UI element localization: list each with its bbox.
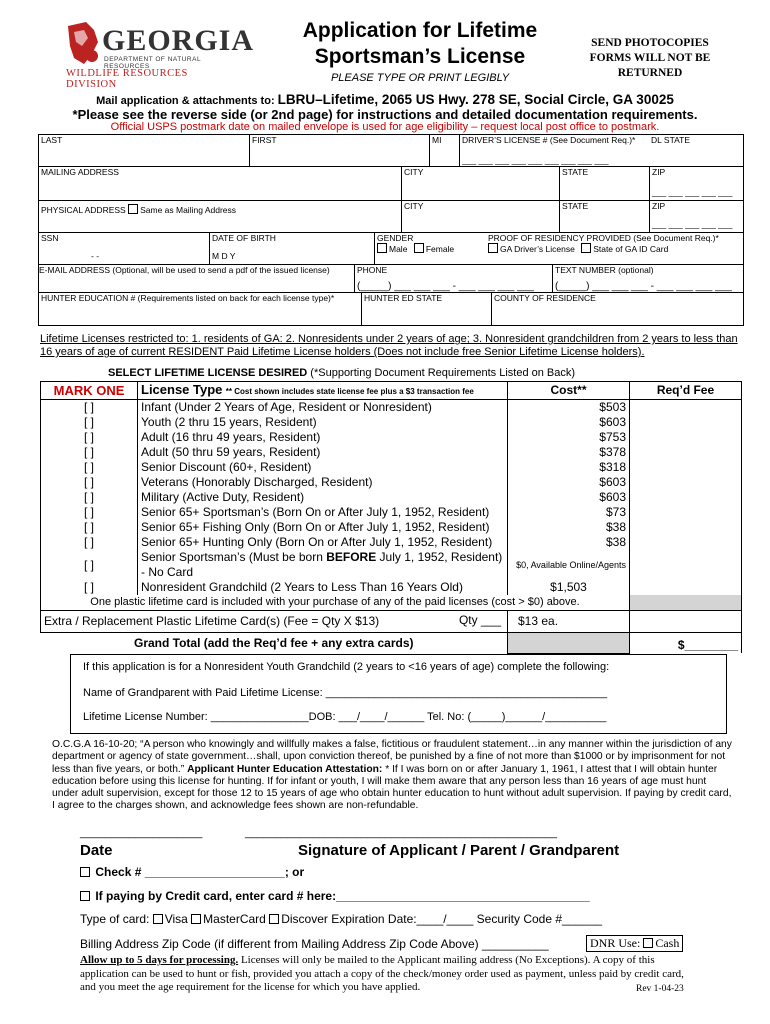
photocopy-line2: FORMS WILL NOT BE [589, 52, 711, 64]
gender-field: GENDER Male Female [374, 232, 486, 264]
license-row[interactable]: [ ] Infant (Under 2 Years of Age, Resident or Nonresident) $503 [41, 400, 742, 416]
form-title [290, 18, 550, 70]
license-select-bracket[interactable]: [ ] [41, 550, 138, 580]
postmark-note: Official USPS postmark date on mailed envelope is used for age eligibility – request local post office to postmark. [110, 121, 660, 133]
license-row[interactable]: [ ] Youth (2 thru 15 years, Resident) $603 [41, 415, 742, 430]
extra-card-cost: $13 ea. [508, 611, 630, 633]
cash-checkbox[interactable] [643, 938, 653, 948]
extra-qty-input[interactable]: Qty ___ [458, 613, 501, 627]
physical-city-field[interactable]: CITY [401, 200, 559, 232]
mail-to-line [0, 92, 770, 107]
male-checkbox[interactable] [377, 243, 387, 253]
check-checkbox[interactable] [80, 867, 90, 877]
mark-one-header: MARK ONE [41, 382, 138, 400]
license-select-bracket[interactable]: [ ] [41, 490, 138, 505]
license-select-bracket[interactable]: [ ] [41, 475, 138, 490]
processing-note: Allow up to 5 days for processing. Licenses will only be mailed to the Applicant mailing address (No Exceptions). A copy of this application can be used to hunt or fish, provided you attach a copy of the check/money order used as payment, unless paid by credit card, and you meet the age requirement for the license for which you have applied. [80, 954, 684, 993]
license-select-bracket[interactable]: [ ] [41, 535, 138, 550]
visa-checkbox[interactable] [153, 914, 163, 924]
license-select-bracket[interactable]: [ ] [41, 430, 138, 445]
print-legibly-note: PLEASE TYPE OR PRINT LEGIBLY [330, 72, 510, 84]
license-select-bracket[interactable]: [ ] [41, 580, 138, 595]
grandchild-intro: If this application is for a Nonresident Youth Grandchild (2 years to <16 years of age) complete the following: [83, 661, 610, 673]
photocopy-note [555, 36, 745, 81]
logo-georgia-text: GEORGIA [102, 24, 255, 57]
mail-label: Mail application & attachments to: [96, 95, 275, 107]
ga-id-card-checkbox[interactable] [581, 243, 591, 253]
reqd-fee-input[interactable] [630, 505, 742, 520]
check-number-line[interactable]: Check # _____________________; or [80, 865, 304, 879]
reqd-fee-input[interactable] [630, 400, 742, 416]
last-name-field[interactable]: LAST [41, 135, 63, 145]
georgia-dnr-logo [62, 18, 255, 90]
ga-drivers-license-checkbox[interactable] [488, 243, 498, 253]
physical-zip-blanks: ___ ___ ___ ___ ___ [652, 219, 733, 229]
card-type-line: Type of card: Visa MasterCard Discover Expiration Date:____/____ Security Code #______ [80, 912, 603, 926]
reqd-fee-input[interactable] [630, 430, 742, 445]
same-as-mailing-checkbox[interactable] [128, 204, 138, 214]
physical-zip-field[interactable]: ZIP ___ ___ ___ ___ ___ [649, 200, 743, 232]
license-select-bracket[interactable]: [ ] [41, 520, 138, 535]
email-field[interactable]: E-MAIL ADDRESS (Optional, will be used to send a pdf of the issued license) [39, 265, 330, 275]
physical-address-field[interactable]: PHYSICAL ADDRESS Same as Mailing Address [41, 205, 237, 215]
license-select-bracket[interactable]: [ ] [41, 415, 138, 430]
first-name-field[interactable]: FIRST [249, 134, 429, 166]
grandchild-section [70, 654, 727, 734]
license-select-bracket[interactable]: [ ] [41, 460, 138, 475]
license-row[interactable]: [ ] Senior 65+ Fishing Only (Born On or After July 1, 1952, Resident) $38 [41, 520, 742, 535]
reqd-fee-input[interactable] [630, 415, 742, 430]
photocopy-line1: SEND PHOTOCOPIES [591, 37, 709, 49]
license-row[interactable]: [ ] Adult (16 thru 49 years, Resident) $753 [41, 430, 742, 445]
logo-dnr-text: DEPARTMENT OF NATURAL RESOURCES [104, 56, 201, 70]
drivers-license-field[interactable]: DRIVER’S LICENSE # (See Document Req.)* ___ ___ ___ ___ ___ ___ ___ ___ ___ [459, 134, 649, 166]
applicant-signature-line[interactable]: ___________________________________________________ [245, 827, 558, 839]
date-signature-line[interactable]: ____________________ [80, 827, 203, 839]
license-table [40, 381, 742, 654]
reqd-fee-input[interactable] [630, 535, 742, 550]
mail-address: LBRU–Lifetime, 2065 US Hwy. 278 SE, Social Circle, GA 30025 [277, 92, 674, 107]
expiration-security-fields[interactable]: Expiration Date:____/____ Security Code #______ [327, 912, 603, 926]
mastercard-checkbox[interactable] [191, 914, 201, 924]
extra-card-row: Extra / Replacement Plastic Lifetime Card(s) (Fee = Qty X $13) Qty ___ [41, 611, 508, 633]
license-select-bracket[interactable]: [ ] [41, 505, 138, 520]
license-select-bracket[interactable]: [ ] [41, 445, 138, 460]
title-line1: Application for Lifetime [302, 19, 538, 42]
license-row[interactable]: [ ] Senior Discount (60+, Resident) $318 [41, 460, 742, 475]
license-row[interactable]: [ ] Veterans (Honorably Discharged, Resident) $603 [41, 475, 742, 490]
residency-proof-field: PROOF OF RESIDENCY PROVIDED (See Document Req.)* GA Driver’s License State of GA ID Card [488, 233, 719, 254]
dnr-use-box: DNR Use: Cash [586, 935, 683, 952]
ssn-field[interactable]: SSN - - [41, 233, 100, 261]
license-row[interactable]: [ ] Senior Sportsman’s (Must be born BEFORE July 1, 1952, Resident) - No Card $0, Available Online/Agents [41, 550, 742, 580]
applicant-info-grid [38, 134, 744, 326]
mailing-state-field[interactable]: STATE [559, 166, 649, 200]
license-row[interactable]: [ ] Senior 65+ Sportsman’s (Born On or After July 1, 1952, Resident) $73 [41, 505, 742, 520]
discover-checkbox[interactable] [269, 914, 279, 924]
reqd-fee-input[interactable] [630, 520, 742, 535]
credit-card-checkbox[interactable] [80, 891, 90, 901]
mailing-address-field[interactable]: MAILING ADDRESS [41, 167, 119, 177]
license-row[interactable]: [ ] Military (Active Duty, Resident) $603 [41, 490, 742, 505]
mailing-zip-field[interactable]: ZIP ___ ___ ___ ___ ___ [649, 166, 743, 200]
plastic-card-note: One plastic lifetime card is included with your purchase of any of the paid licenses (cost > $0) above. [41, 595, 630, 611]
peach-state-icon [64, 20, 104, 68]
title-line2: Sportsman’s License [314, 45, 526, 68]
reqd-fee-input[interactable] [630, 460, 742, 475]
grand-total-label: Grand Total (add the Req’d fee + any extra cards) [133, 635, 414, 650]
reqd-fee-input[interactable] [630, 475, 742, 490]
reqd-fee-input[interactable] [630, 490, 742, 505]
reverse-side-note: *Please see the reverse side (or 2nd page) for instructions and detailed documentation requirements. [72, 107, 698, 122]
date-of-birth-field[interactable]: DATE OF BIRTH M D Y [209, 232, 374, 264]
mailing-zip-blanks: ___ ___ ___ ___ ___ [652, 187, 733, 197]
license-row[interactable]: [ ] Adult (50 thru 59 years, Resident) $378 [41, 445, 742, 460]
billing-zip-line[interactable]: Billing Address Zip Code (if different from Mailing Address Zip Code Above) __________ [80, 937, 549, 951]
license-select-bracket[interactable]: [ ] [41, 400, 138, 416]
revision-date: Rev 1-04-23 [636, 984, 684, 994]
logo-division-text: WILDLIFE RESOURCES DIVISION [66, 68, 188, 90]
license-row[interactable]: [ ] Nonresident Grandchild (2 Years to Less Than 16 Years Old) $1,503 [41, 580, 742, 595]
extra-card-fee-input[interactable] [630, 611, 742, 633]
phone-field[interactable]: PHONE (_____) ___ ___ ___ - ___ ___ ___ ___ [354, 264, 552, 292]
mi-field[interactable]: MI [429, 134, 459, 166]
physical-state-field[interactable]: STATE [559, 200, 649, 232]
signature-label: Signature of Applicant / Parent / Grandparent [298, 842, 620, 859]
grandparent-name-line[interactable]: Name of Grandparent with Paid Lifetime License: ______________________________________________ [83, 687, 608, 699]
grand-total-input[interactable]: $________ [630, 633, 742, 654]
license-type-header: License Type ** Cost shown includes state license fee plus a $3 transaction fee [138, 382, 508, 400]
dl-blanks: ___ ___ ___ ___ ___ ___ ___ ___ ___ [462, 155, 609, 165]
dl-state-field[interactable]: DL STATE [651, 135, 691, 145]
select-license-heading: SELECT LIFETIME LICENSE DESIRED (*Supporting Document Requirements Listed on Back) [108, 367, 576, 379]
credit-card-line[interactable]: If paying by Credit card, enter card # here:______________________________________ [80, 889, 590, 903]
reqd-fee-input[interactable] [630, 445, 742, 460]
lifetime-license-number-line[interactable]: Lifetime License Number: ________________DOB: ___/____/______ Tel. No: (_____)______/__________ [83, 711, 607, 723]
county-field[interactable]: COUNTY OF RESIDENCE [491, 292, 743, 325]
license-row[interactable]: [ ] Senior 65+ Hunting Only (Born On or After July 1, 1952, Resident) $38 [41, 535, 742, 550]
reqd-fee-input[interactable] [630, 580, 742, 595]
cost-header: Cost** [508, 382, 630, 400]
legal-statement: O.C.G.A 16-10-20; “A person who knowingly and willfully makes a false, fictitious or fraudulent statement…in any manner within the jurisdiction of any department or agency of state government…shall, upon conviction thereof, be punished by a fine of not more than $1000 or by imprisonment for not less than five years, or both.” Applicant Hunter Education Attestation: * If I was born on or after January 1, 1961, I attest that I will obtain hunter education before using this license for hunting. If for infant or youth, I will make them aware that any person less than 16 years of age must hunt under adult supervision, except for those 12 to 15 years of age who obtain hunter education to hunt without adult supervision. If paying by credit card, I agree to the charges shown, and acknowledge fees shown are non-refundable. [52, 739, 732, 812]
hunter-education-field[interactable]: HUNTER EDUCATION # (Requirements listed on back for each license type)* [41, 293, 335, 303]
female-checkbox[interactable] [414, 243, 424, 253]
hunter-ed-state-field[interactable]: HUNTER ED STATE [361, 292, 491, 325]
mailing-city-field[interactable]: CITY [401, 166, 559, 200]
restriction-note: Lifetime Licenses restricted to: 1. residents of GA: 2. Nonresidents under 2 years of age; 3. Nonresident grandchildren from 2 years to less than 16 years of age of current RESIDENT Paid Lifetime License holders (Does not include free Senior Lifetime License holders). [40, 333, 738, 358]
reqd-fee-header: Req’d Fee [630, 382, 742, 400]
date-label: Date [80, 842, 113, 859]
reqd-fee-input[interactable] [630, 550, 742, 580]
photocopy-line3: RETURNED [617, 67, 683, 79]
text-number-field[interactable]: TEXT NUMBER (optional) (_____) ___ ___ ___ - ___ ___ ___ ___ [552, 264, 743, 292]
